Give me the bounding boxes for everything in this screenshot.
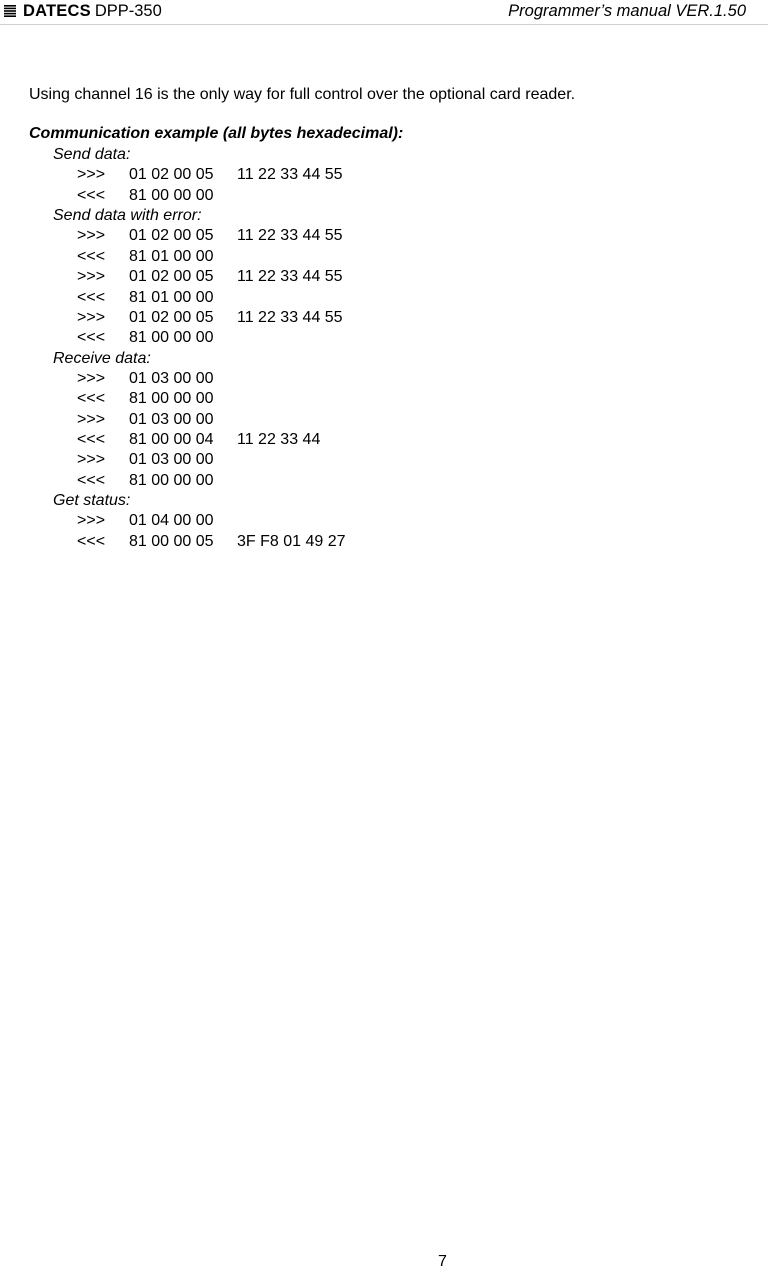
example-line (0, 226, 768, 246)
example-line (0, 328, 768, 348)
payload-bytes: 11 22 33 44 55 (237, 268, 343, 286)
page-header (0, 0, 768, 28)
datecs-stripe-logo-icon (4, 5, 16, 17)
intro-paragraph: Using channel 16 is the only way for full control over the optional card reader. (29, 86, 576, 103)
header-bytes: 81 00 00 00 (129, 390, 214, 408)
header-bytes: 81 00 00 04 (129, 431, 214, 449)
direction-marker: >>> (77, 451, 106, 469)
example-line (0, 532, 768, 552)
example-line (0, 186, 768, 206)
example-line (0, 308, 768, 328)
example-line (0, 389, 768, 409)
direction-marker: <<< (77, 390, 106, 408)
header-bytes: 01 02 00 05 (129, 227, 214, 245)
example-line (0, 247, 768, 267)
payload-bytes: 11 22 33 44 55 (237, 227, 343, 245)
header-bytes: 01 04 00 00 (129, 512, 214, 530)
direction-marker: <<< (77, 329, 106, 347)
datecs-logo (4, 2, 162, 20)
header-bytes: 01 03 00 00 (129, 451, 214, 469)
manual-title: Programmer’s manual VER.1.50 (508, 2, 746, 20)
example-group-heading: Send data: (53, 146, 131, 163)
example-group-heading: Get status: (53, 492, 131, 510)
direction-marker: >>> (77, 166, 106, 184)
header-bytes: 81 00 00 00 (129, 471, 214, 489)
header-bytes: 01 03 00 00 (129, 369, 214, 387)
direction-marker: >>> (77, 512, 106, 530)
header-bytes: 01 03 00 00 (129, 410, 214, 428)
payload-bytes: 11 22 33 44 55 (237, 166, 343, 184)
header-bytes: 81 01 00 00 (129, 247, 214, 265)
example-line (0, 288, 768, 308)
direction-marker: >>> (77, 410, 106, 428)
section-title: Communication example (all bytes hexadecimal): (29, 125, 404, 142)
direction-marker: <<< (77, 288, 106, 306)
payload-bytes: 3F F8 01 49 27 (237, 532, 346, 550)
example-line (0, 267, 768, 287)
model-name: DPP-350 (94, 1, 162, 20)
payload-bytes: 11 22 33 44 (237, 431, 321, 449)
direction-marker: >>> (77, 308, 106, 326)
header-bytes: 01 02 00 05 (129, 268, 214, 286)
header-bytes: 01 02 00 05 (129, 308, 214, 326)
header-divider (0, 24, 768, 25)
example-group-heading: Send data with error: (53, 207, 202, 225)
example-line (0, 511, 768, 531)
payload-bytes: 11 22 33 44 55 (237, 308, 343, 326)
direction-marker: <<< (77, 471, 106, 489)
example-line (0, 471, 768, 491)
example-line (0, 430, 768, 450)
direction-marker: >>> (77, 268, 106, 286)
example-line (0, 369, 768, 389)
example-line (0, 450, 768, 470)
example-line (0, 165, 768, 185)
example-line (0, 410, 768, 430)
header-bytes: 81 00 00 00 (129, 329, 214, 347)
header-bytes: 81 01 00 00 (129, 288, 214, 306)
header-bytes: 81 00 00 00 (129, 186, 214, 204)
brand-name: DATECS (23, 1, 91, 20)
direction-marker: <<< (77, 247, 106, 265)
header-bytes: 81 00 00 05 (129, 532, 214, 550)
page-number: 7 (438, 1253, 447, 1270)
direction-marker: >>> (77, 369, 106, 387)
direction-marker: <<< (77, 532, 106, 550)
example-group-heading: Receive data: (53, 349, 151, 367)
header-bytes: 01 02 00 05 (129, 166, 214, 184)
direction-marker: >>> (77, 227, 106, 245)
direction-marker: <<< (77, 431, 106, 449)
communication-example (0, 145, 768, 552)
direction-marker: <<< (77, 186, 106, 204)
